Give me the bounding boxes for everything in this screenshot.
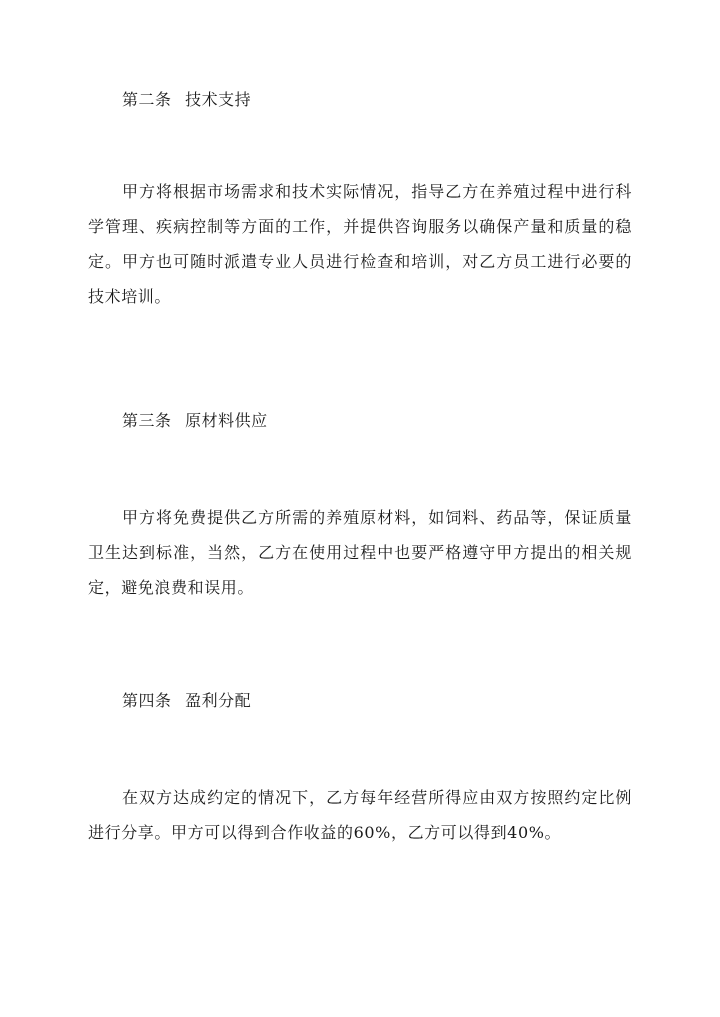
section-2-heading: [122, 90, 251, 110]
section-2-body: 甲方将根据市场需求和技术实际情况，指导乙方在养殖过程中进行科学管理、疾病控制等方面的工作，并提供咨询服务以确保产量和质量的稳定。甲方也可随时派遣专业人员进行检查和培训，对乙方员工进行必要的技术培训。: [88, 182, 632, 306]
section-3-title: 原材料供应: [185, 411, 268, 430]
section-2-number: 第二条: [122, 90, 172, 109]
section-3-heading: [122, 411, 268, 431]
section-4-heading: [122, 691, 251, 711]
section-4-number: 第四条: [122, 691, 172, 710]
section-3-body: 甲方将免费提供乙方所需的养殖原材料，如饲料、药品等，保证质量卫生达到标准，当然，乙方在使用过程中也要严格遵守甲方提出的相关规定，避免浪费和误用。: [88, 508, 632, 597]
section-3-number: 第三条: [122, 411, 172, 430]
section-4-body: 在双方达成约定的情况下，乙方每年经营所得应由双方按照约定比例进行分享。甲方可以得到合作收益的60%，乙方可以得到40%。: [88, 788, 632, 842]
section-4-title: 盈利分配: [185, 691, 252, 710]
section-2-title: 技术支持: [185, 90, 252, 109]
